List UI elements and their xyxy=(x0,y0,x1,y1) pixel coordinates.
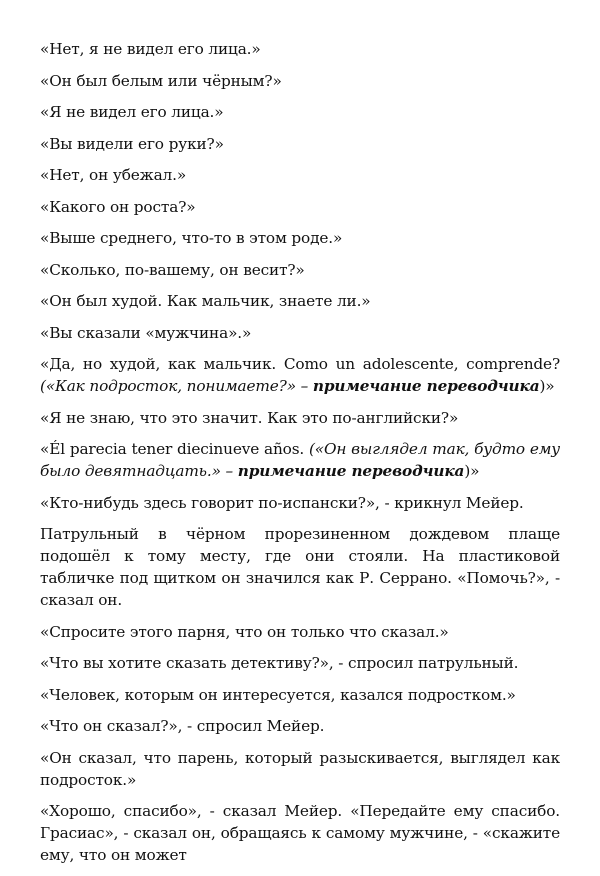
translator-note-close: )» xyxy=(464,462,480,480)
paragraph-with-translator-note xyxy=(40,353,560,397)
paragraph: «Выше среднего, что-то в этом роде.» xyxy=(40,229,343,247)
paragraph: «Какого он роста?» xyxy=(40,197,196,216)
paragraph: «Я не знаю, что это значит. Как это по-английски?» xyxy=(40,408,459,427)
paragraph: «Нет, он убежал.» xyxy=(40,166,187,184)
translator-note-label: примечание переводчика xyxy=(312,377,540,395)
paragraph-text: «Да, но худой, как мальчик. Como un adolescente, comprende? xyxy=(40,355,560,373)
paragraph: «Вы видели его руки?» xyxy=(40,134,224,153)
paragraph: «Он был худой. Как мальчик, знаете ли.» xyxy=(40,292,371,310)
paragraph: «Он был белым или чёрным?» xyxy=(40,71,282,90)
paragraph-text: «Él parecia tener diecinueve años. xyxy=(40,440,309,458)
paragraph: «Сколько, по-вашему, он весит?» xyxy=(40,260,305,279)
translator-note-label: примечание переводчика xyxy=(237,462,465,480)
paragraph-with-translator-note xyxy=(40,438,560,482)
paragraph: «Вы сказали «мужчина».» xyxy=(40,323,252,342)
paragraph: «Нет, я не видел его лица.» xyxy=(40,40,261,58)
paragraph: «Спросите этого парня, что он только что сказал.» xyxy=(40,622,449,641)
paragraph: «Что вы хотите сказать детективу?», - спросил патрульный. xyxy=(40,654,519,672)
translator-note-close: )» xyxy=(539,377,555,395)
translator-note-open: («Как подросток, понимаете?» – xyxy=(40,377,313,395)
paragraph: «Я не видел его лица.» xyxy=(40,103,224,121)
paragraph: «Что он сказал?», - спросил Мейер. xyxy=(40,717,325,735)
translator-note-open: («Он выглядел так, будто ему было девятнадцать.» – xyxy=(40,440,560,480)
paragraph: Патрульный в чёрном прорезиненном дождевом плаще подошёл к тому месту, где они стояли. На пластиковой табличке под щитком он значился как Р. Серрано. «Помочь?», - сказал он. xyxy=(40,525,560,609)
paragraph: «Человек, которым он интересуется, казался подростком.» xyxy=(40,685,516,704)
paragraph: «Он сказал, что парень, который разыскивается, выглядел как подросток.» xyxy=(40,748,560,789)
paragraph: «Хорошо, спасибо», - сказал Мейер. «Передайте ему спасибо. Грасиас», - сказал он, обращаясь к самому мужчине, - «скажите ему, что он может xyxy=(40,802,560,864)
document-page xyxy=(40,38,560,876)
paragraph: «Кто-нибудь здесь говорит по-испански?», - крикнул Мейер. xyxy=(40,493,524,512)
